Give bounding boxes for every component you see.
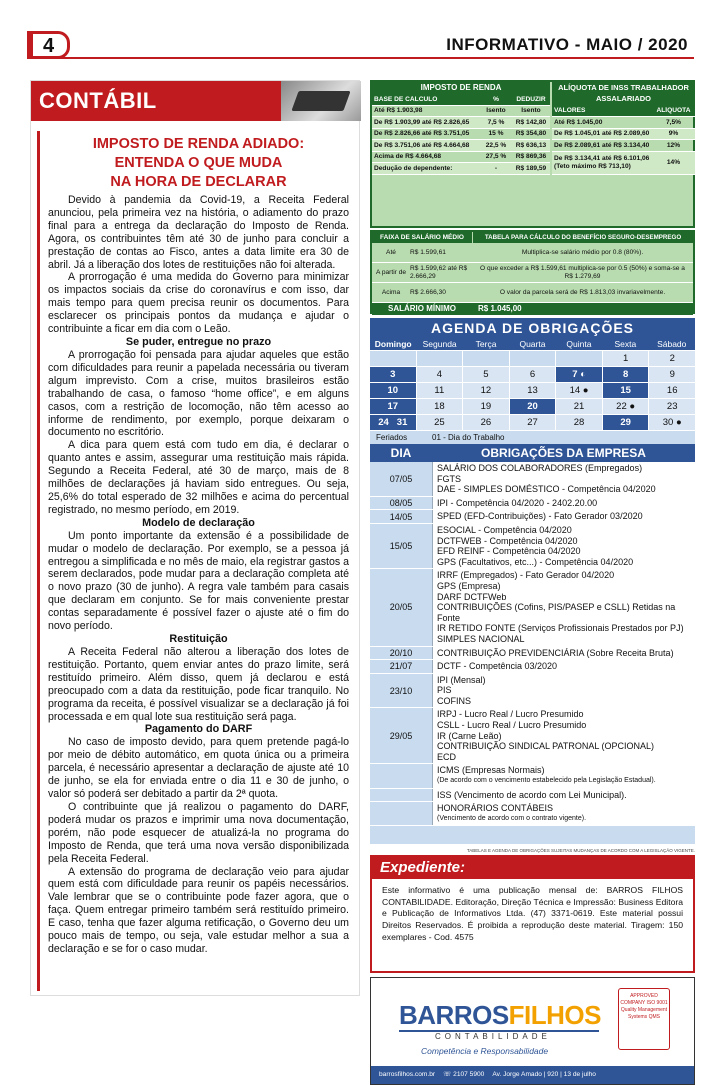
obligation-text: SALÁRIO DOS COLABORADORES (Empregados) FGTS DAE - SIMPLES DOMÉSTICO - Competência 04/2020 [432,462,695,496]
calendar-day: 14 ● [556,383,602,398]
calendar-day: 5 [463,367,509,382]
legal-note: TABELAS E AGENDA DE OBRIGAÇÕES SUJEITAS MUDANÇAS DE ACORDO COM A LEGISLAÇÃO VIGENTE. [466,848,695,853]
paragraph: A Receita Federal não alterou a liberação dos lotes de restituição. Portanto, quem enviar antes do prazo limite, será restituído primeiro. Além disso, quem já declarou e está preocupado com a data da restituição, pode ficar tranquilo. No programa da receita, é possível visualizar se a declaração já foi processada e em qual lote sua restituição será paga. [48,646,349,723]
section-banner [31,81,361,121]
page-number: 4 [30,31,70,59]
obligation-text: IRRF (Empregados) - Fato Gerador 04/2020 GPS (Empresa) DARF DCTFWeb CONTRIBUIÇÕES (Cofins, PIS/PASEP e CSLL) Retidas na Fonte IR RETIDO FONTE (Serviços Profissionais Prestados por PJ) SIMPLES NACIONAL [432,569,695,645]
obligation-day: 20/05 [370,569,432,645]
calendar-day: 29 [603,415,649,430]
newsletter-title: INFORMATIVO - MAIO / 2020 [446,35,688,54]
weekday-label: Domingo [374,339,412,349]
table-row: Até R$ 1.599,61 Multiplica-se salário médio por 0.8 (80%). [372,243,693,263]
obligation-day: 07/05 [370,462,432,496]
table-row: Até R$ 1.903,98 Isento Isento [372,106,550,118]
obligation-text: ESOCIAL - Competência 04/2020 DCTFWEB - Competência 04/2020 EFD REINF - Competência 04/2020 GPS (Facultativos, etc...) - Competência 04/2020 [432,524,695,568]
calendar-title: AGENDA DE OBRIGAÇÕES [370,318,695,338]
section-title: CONTÁBIL [39,88,157,113]
obligation-row [370,674,695,709]
subheading: Se puder, entregue no prazo [125,335,272,348]
obligations-table [370,444,695,844]
calendar-day: 4 [417,367,463,382]
obligation-day: 14/05 [370,510,432,523]
calendar-day: 8 [603,367,649,382]
laptop-image [281,81,361,121]
paragraph: Devido à pandemia da Covid-19, a Receita Federal anunciou, pela primeira vez na história, o adiamento do prazo final para a entrega da declaração do Imposto de Renda. Agora, os contribuintes têm até 30 de junho para concluir a prestação de contas ao Fisco, antes a data limite era 30 de abril. Já a liberação dos lotes de restituições não foi alterada. [48,194,349,271]
iso-badge: APPROVED COMPANY ISO 9001 Quality Management Systems QMS [618,988,670,1050]
table-row: Dedução de dependente: - R$ 189,59 [372,163,550,175]
table-row: De R$ 2.089,61 até R$ 3.134,40 12% [552,140,695,152]
table-row: De R$ 3.751,06 até R$ 4.664,68 22,5 % R$ 636,13 [372,140,550,152]
obligation-day [370,802,432,825]
obligation-text: IPI - Competência 04/2020 - 2402.20.00 [432,497,695,510]
expediente-body: Este informativo é uma publicação mensal de: BARROS FILHOS CONTABILIDADE. Editoração, Direção Técnica e Impressão: Business Editora e Publicação de Informativos Ltda. (47) 3371-0619. Este material possui Direitos Reservados. É proibida a reprodução deste material. Tiragem: 150 exemplares - Cod. 4575 [382,885,683,942]
seguro-desemprego-table: FAIXA DE SALÁRIO MÉDIO TABELA PARA CÁLCULO DO BENEFÍCIO SEGURO-DESEMPREGO Até R$ 1.599,61 Multiplica-se salário médio por 0.8 (80%). A partir de R$ 1.599,62 até R$ 2.666,29 O que exceder a R$ 1.599,61 multiplica-se por 0.5 (50%) e soma-se a R$ 1.279,69 Acima R$ 2.666,30 O valor da parcela será de R$ 1.813,03 invariavelmente. SALÁRIO MÍNIMO R$ 1.045,00 [370,230,695,314]
obligations-header: OBRIGAÇÕES DA EMPRESA [481,446,646,460]
paragraph: Um ponto importante da extensão é a possibilidade de mudar o modelo de declaração. Por exemplo, se a pessoa já entregou a simplificada e no mês de maio, ela registrar gastos a serem declarados, pode mudar para a declaração completa até o novo prazo (30 de junho). A regra vale também para casais que declaram em conjunto. Se for mais conveniente prestar contas separadamente é possível fazer o ajuste até o fim do novo período. [48,529,349,633]
calendar-day: 18 [417,399,463,414]
calendar-day: 27 [510,415,556,430]
obligation-text: IRPJ - Lucro Real / Lucro Presumido CSLL - Lucro Real / Lucro Presumido IR (Carne Leão) CONTRIBUIÇÃO SINDICAL PATRONAL (OPCIONAL) ECD [432,708,695,763]
expediente-title: Expediente: [372,857,693,879]
calendar-day: 28 [556,415,602,430]
salario-minimo-label: SALÁRIO MÍNIMO [388,304,456,313]
calendar-day: 13 [510,383,556,398]
calendar-day [510,351,556,366]
table-row: Acima R$ 2.666,30 O valor da parcela será de R$ 1.813,03 invariavelmente. [372,283,693,303]
obligation-day: 15/05 [370,524,432,568]
calendar-day: 11 [417,383,463,398]
calendar-day: 1 [603,351,649,366]
calendar-day: 21 [556,399,602,414]
ir-title: IMPOSTO DE RENDA [372,82,550,94]
weekday-label: Quarta [519,339,546,349]
article [37,131,355,991]
weekday-header [370,338,695,350]
table-row: De R$ 1.045,01 até R$ 2.089,60 9% [552,129,695,141]
paragraph: A dica para quem está com tudo em dia, é declarar o quanto antes e assim, assegurar uma restituição mais rápida. Segundo a Receita Federal, até 30 de março, mais de 8 milhões de declarações já haviam sido entregues. Ou seja, 25,6% do total esperado de 32 milhões e acima do percentual registrado, no mesmo período, em 2019. [48,439,349,516]
obligation-row [370,764,695,788]
calendar-day: 19 [463,399,509,414]
calendar-day: 16 [649,383,695,398]
obligation-day [370,764,432,787]
feriados-value: 01 - Dia do Trabalho [432,433,505,442]
obligation-row [370,802,695,826]
paragraph: A extensão do programa de declaração veio para ajudar quem está com dificuldade para reunir os papéis necessários. Vale lembrar que se o contribuinte pode fazer agora, que o faça. Quem entregar primeiro também será restituído primeiro. E caso, tenha que fazer alguma retificação, o Governo deu um pouco mais de tempo, ou seja, vale estudar melhor a sua a declaração e se for o caso mudar. [48,865,349,955]
obligation-text: ICMS (Empresas Normais) (De acordo com o vencimento estabelecido pela Legislação Estadual). [432,764,695,787]
paragraph: A prorrogação foi pensada para ajudar aqueles que estão com dificuldades para reunir a papelada necessária ou tiveram algum imprevisto. Com a crise, muitos brasileiros estão trabalhando de casa, o famoso “home office”, e em alguns casos, com a restrição de locomoção, não têm acesso ao informe de rendimento, por exemplo, porque deixaram o documento no escritório. [48,348,349,439]
obligation-row [370,462,695,497]
table-row: De R$ 3.134,41 até R$ 6.101,06 (Teto máximo R$ 713,10) 14% [552,152,695,175]
obligation-day: 20/10 [370,647,432,660]
obligation-row [370,647,695,661]
day-column-header: DIA [390,446,412,460]
obligation-text: ISS (Vencimento de acordo com Lei Municipal). [432,789,695,802]
company-logo: BARROSFILHOS [399,1000,602,1030]
company-ad [370,977,695,1085]
calendar-day: 10 [370,383,416,398]
address: Av. Jorge Amado | 920 | 13 de julho [492,1071,596,1078]
inss-title: ALÍQUOTA DE INSS TRABALHADOR ASSALARIADO [552,82,695,106]
website[interactable]: barrosfilhos.com.br [379,1071,436,1078]
subheading: Pagamento do DARF [144,723,253,736]
calendar-day: 26 [463,415,509,430]
obligation-row [370,569,695,646]
calendar-day: 3 [370,367,416,382]
obligation-day: 08/05 [370,497,432,510]
weekday-label: Segunda [422,339,457,349]
calendar-day: 24 31 [370,415,416,430]
paragraph: A prorrogação é uma medida do Governo para minimizar os impactos sociais da crise do coronavírus e com isso, dar mais tempo para quem precisa reunir os documentos. Para esclarecer os principais pontos da mudança e ajudar o contribuinte a ficar em dia com o Leão. [48,271,349,336]
salario-minimo-value: R$ 1.045,00 [478,304,522,313]
obligation-text: IPI (Mensal) PIS COFINS [432,674,695,708]
table-row: De R$ 2.826,66 até R$ 3.751,05 15 % R$ 354,80 [372,129,550,141]
obligation-text: CONTRIBUIÇÃO PREVIDENCIÁRIA (Sobre Receita Bruta) [432,647,695,660]
calendar-day: 20 [510,399,556,414]
calendar-day [556,351,602,366]
subheading: Restituição [169,633,228,645]
page-header [30,31,694,59]
table-row: Acima de R$ 4.664,68 27,5 % R$ 869,36 [372,152,550,164]
paragraph: O contribuinte que já realizou o pagamento do DARF, poderá mudar os prazos e imprimir uma nova documentação, porém, não pode esquecer de atualizá-la no programa do Imposto de Renda, que terá uma nova versão disponibilizada pela Receita Federal. [48,800,349,865]
calendar-day: 6 [510,367,556,382]
obligation-text: DCTF - Competência 03/2020 [432,660,695,673]
left-column [30,80,360,996]
obligation-row [370,708,695,764]
logo-subtitle: CONTABILIDADE [435,1032,551,1041]
calendar-day: 30 ● [649,415,695,430]
subheading: Modelo de declaração [142,516,255,529]
calendar-day [370,351,416,366]
tax-tables: IMPOSTO DE RENDA BASE DE CÁLCULO % DEDUZIR Até R$ 1.903,98 Isento Isento De R$ 1.903,99 até R$ 2.826,65 7,5 % R$ 142,80 De R$ 2.826,66 até R$ 3.751,05 15 % R$ 354,80 De R$ 3.751,06 até R$ 4.664,68 22,5 % R$ 636,13 Acima de R$ 4.664,68 27,5 % R$ 869,36 Dedução de dependente: - R$ 189,59 ALÍQUOTA DE INSS TRABALHADOR ASSALARIADO VALORES ALÍQUOTA Até R$ 1.045,00 7,5% De R$ 1.045,01 até R$ 2.089,60 9% De R$ 2.089,61 até R$ 3.134,40 12% De R$ 3.134,41 até R$ 6.101,06 (Teto máximo R$ 713,10) 14% [370,80,695,228]
obligation-text: SPED (EFD-Contribuições) - Fato Gerador 03/2020 [432,510,695,523]
weekday-label: Sexta [614,339,637,349]
inss-table [552,117,695,175]
calendar-day: 22 ● [603,399,649,414]
calendar-day: 25 [417,415,463,430]
weekday-label: Sábado [657,339,687,349]
calendar-day: 12 [463,383,509,398]
obligation-day [370,789,432,802]
weekday-label: Quinta [566,339,592,349]
obligation-day: 29/05 [370,708,432,763]
obligation-day: 23/10 [370,674,432,708]
logo-tagline: Competência e Responsabilidade [421,1046,549,1056]
obligation-row [370,524,695,569]
contact-bar [371,1066,694,1084]
calendar-day: 17 [370,399,416,414]
table-row: Até R$ 1.045,00 7,5% [552,117,695,129]
obligation-row [370,660,695,674]
calendar-day: 15 [603,383,649,398]
calendar-grid [370,350,695,431]
calendar-day [417,351,463,366]
expediente-box [370,855,695,973]
obligation-row [370,510,695,524]
paragraph: No caso de imposto devido, para quem pretende pagá-lo por meio de débito automático, em quota única ou a primeira parcela, é necessário apresentar a declaração de ajuste até 10 de junho, se ela for enviada entre o dia 11 e 30 de junho, o valor só poderá ser debitado a partir da 2ª quota. [48,736,349,801]
calendar-day: 7 ◐ [556,367,602,382]
weekday-label: Terça [475,339,497,349]
table-row: A partir de R$ 1.599,62 até R$ 2.666,29 O que exceder a R$ 1.599,61 multiplica-se por 0.5 (50%) e soma-se a R$ 1.279,69 [372,263,693,283]
calendar-day: 9 [649,367,695,382]
obligation-text: HONORÁRIOS CONTÁBEIS (Vencimento de acordo com o contrato vigente). [432,802,695,825]
calendar [370,318,695,440]
article-title: IMPOSTO DE RENDA ADIADO: ENTENDA O QUE MUDA NA HORA DE DECLARAR [92,136,305,190]
feriados-label: Feriados [376,433,408,442]
calendar-day: 23 [649,399,695,414]
phone: ☏ 2107 5900 [443,1071,485,1078]
obligation-day: 21/07 [370,660,432,673]
obligation-row [370,789,695,803]
calendar-day [463,351,509,366]
calendar-day: 31 [396,417,408,428]
calendar-day: 2 [649,351,695,366]
table-row: De R$ 1.903,99 até R$ 2.826,65 7,5 % R$ 142,80 [372,117,550,129]
ir-table [372,106,550,175]
obligation-row [370,497,695,511]
